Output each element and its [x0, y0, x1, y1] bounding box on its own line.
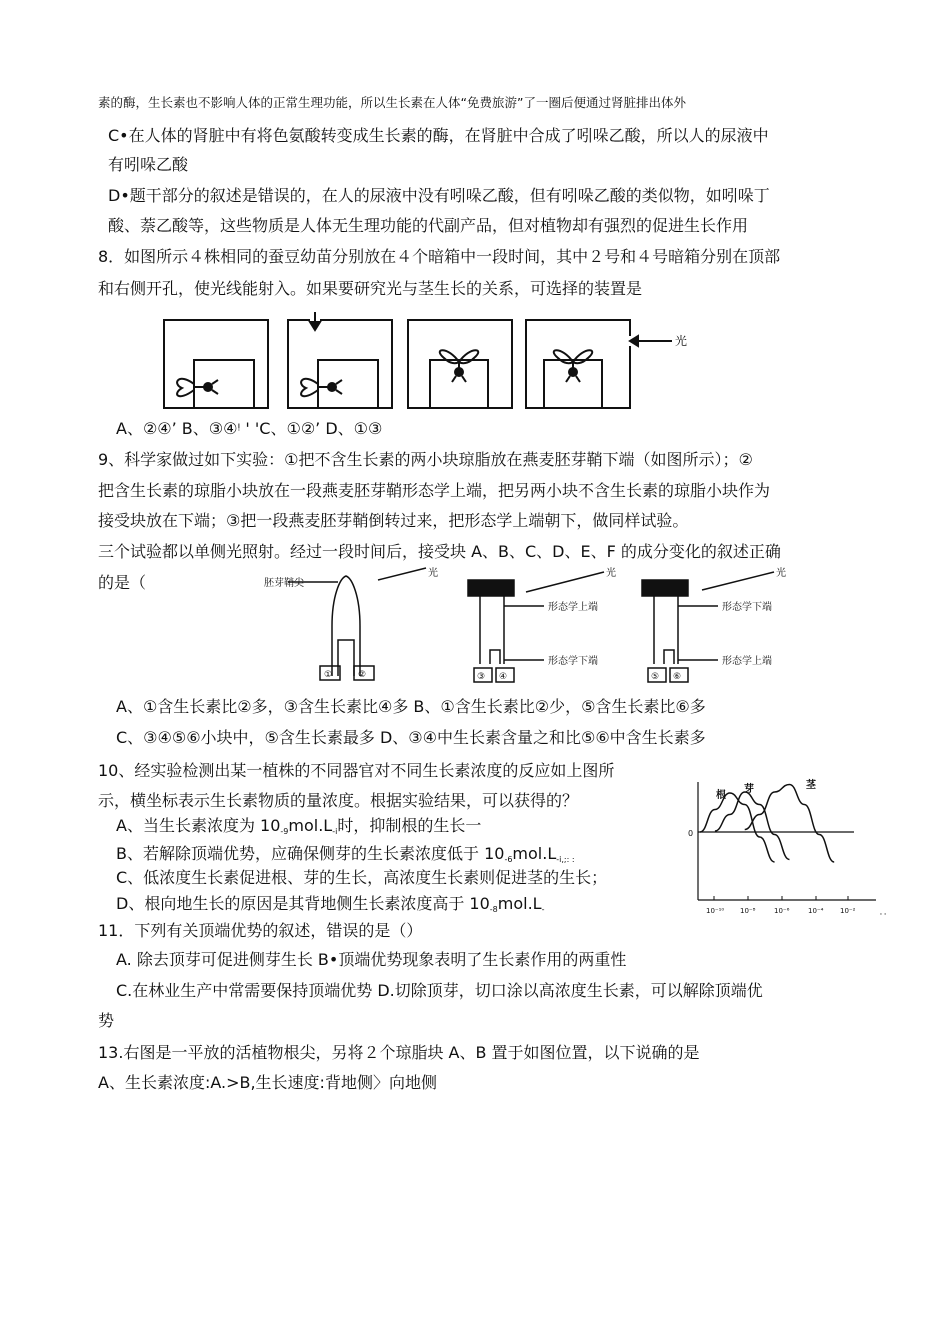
seedling-upright-icon: [440, 350, 479, 382]
block-label: ⑤: [651, 672, 660, 682]
x-tick-label: 10⁻⁶: [774, 907, 790, 915]
q9-options-ab: A、①含生长素比②多，③含生长素比④多 B、①含生长素比②少，⑤含生长素比⑥多: [116, 697, 706, 716]
light-label: 光: [606, 568, 616, 579]
light-label: 光: [428, 568, 438, 579]
q7-option-d-line1: D•题干部分的叙述是错误的，在人的尿液中没有吲哚乙酸，但有吲哚乙酸的类似物，如吲哚丁: [108, 186, 770, 205]
light-label: 光: [675, 334, 688, 348]
upper-end-label: 形态学上端: [548, 602, 598, 613]
light-label: 光: [776, 568, 786, 579]
light-arrow-icon: [630, 336, 672, 346]
x-tick-label: 10⁻⁸: [740, 907, 756, 915]
series-curve-芽: [715, 792, 790, 860]
q11-options-ab: A. 除去顶芽可促进侧芽生长 B•顶端优势现象表明了生长素作用的两重性: [116, 950, 627, 969]
block-label: ④: [499, 672, 508, 682]
q9-stem-line3: 接受块放在下端；③把一段燕麦胚芽鞘倒转过来，把形态学上端朝下，做同样试验。: [98, 511, 689, 530]
x-tick-label: 10⁻¹⁰: [706, 907, 725, 915]
q13-stem: 13.右图是一平放的活植物根尖，另将２个琼脂块 A、B 置于如图位置，以下说确的是: [98, 1043, 700, 1062]
block-label: ①: [324, 670, 333, 680]
q10-option-d: D、根向地生长的原因是其背地侧生长素浓度高于 $10_{-8}mol.L_-$: [116, 894, 545, 914]
stem-curve-label: 茎: [806, 780, 816, 791]
series-curve-茎: [745, 785, 834, 863]
q7-option-c-line1: C•在人体的肾脏中有将色氨酸转变成生长素的酶，在肾脏中合成了吲哚乙酸，所以人的尿液中: [108, 126, 769, 145]
q9-options-cd: C、③④⑤⑥小块中，⑤含生长素最多 D、③④中生长素含量之和比⑤⑥中含生长素多: [116, 728, 706, 747]
zero-label: 0: [688, 829, 694, 838]
q8-stem-line2: 和右侧开孔，使光线能射入。如果要研究光与茎生长的关系，可选择的装置是: [98, 279, 643, 298]
x-tick-label: 10⁻²: [840, 907, 856, 915]
q9-stem-line1: 9、科学家做过如下实验：①把不含生长素的两小块琼脂放在燕麦胚芽鞘下端（如图所示）；②: [98, 450, 753, 469]
x-tick-label: 10⁻⁴: [808, 907, 824, 915]
agar-block-with-auxin: [642, 580, 688, 596]
seedling-sideways-icon: [301, 379, 342, 396]
seedling-upright-icon: [554, 350, 593, 382]
q8-options: A、②④’ B、③④ᵎ ' 'C、①②’ D、①③: [116, 419, 383, 438]
bud-curve-label: 芽: [744, 784, 754, 795]
lower-end-label: 形态学下端: [722, 602, 772, 613]
q7-option-d-line2: 酸、萘乙酸等，这些物质是人体无生理功能的代副产品，但对植物却有强烈的促进生长作用: [108, 216, 749, 235]
block-label: ⑥: [673, 672, 682, 682]
q13-option-a: A、生长素浓度:A.>B,生长速度:背地侧〉向地侧: [98, 1073, 437, 1092]
q10-stem-line2: 示，横坐标表示生长素物质的量浓度。根据实验结果，可以获得的？: [98, 791, 579, 810]
q10-option-b: B、若解除顶端优势，应确保侧芽的生长素浓度低于 $10_{-6}mol.L_{-i,;: :}$: [116, 844, 575, 864]
dark-box-2: [288, 320, 392, 408]
q9-coleoptile-figure: [258, 566, 818, 690]
q9-stem-line4: 三个试验都以单侧光照射。经过一段时间后，接受块 A、B、C、D、E、F 的成分变化的叙述正确: [98, 542, 781, 561]
q10-option-a: A、当生长素浓度为 $10_{-9}mol.L_{-i}$时，抑制根的生长一: [116, 816, 482, 836]
auxin-response-chart: [686, 772, 896, 922]
q10-stem-line1: 10、经实验检测出某一植株的不同器官对不同生长素浓度的反应如上图所: [98, 761, 615, 780]
q11-options-cd: C.在林业生产中常需要保持顶端优势 D.切除顶芽，切口涂以高浓度生长素，可以解除顶端优: [116, 981, 763, 1000]
dark-box-1: [164, 320, 268, 408]
q7-intro-line: 素的酶，生长素也不影响人体的正常生理功能，所以生长素在人体“免费旅游”了一圈后便通过肾脏排出体外: [98, 95, 686, 110]
upper-end-label: 形态学上端: [722, 656, 772, 667]
block-label: ③: [477, 672, 486, 682]
q9-stem-line2: 把含生长素的琼脂小块放在一段燕麦胚芽鞘形态学上端，把另两小块不含生长素的琼脂小块作为: [98, 481, 771, 500]
q8-dark-box-figure: [160, 312, 700, 412]
q11-options-cd-wrap: 势: [98, 1011, 115, 1030]
lower-end-label: 形态学下端: [548, 656, 598, 667]
q7-option-c-line2: 有吲哚乙酸: [108, 155, 189, 174]
root-curve-label: 根: [716, 790, 726, 801]
agar-block-with-auxin: [468, 580, 514, 596]
q11-stem: 11．下列有关顶端优势的叙述，错误的是（）: [98, 921, 423, 940]
seedling-sideways-icon: [177, 379, 218, 396]
light-arrow-icon: [310, 312, 320, 330]
block-label: ②: [358, 670, 367, 680]
tip-label: 胚芽鞘尖: [264, 578, 304, 589]
coleoptile-tip: [332, 576, 360, 676]
q9-stem-line5: 的是（: [98, 573, 147, 592]
q8-stem-line1: 8．如图所示４株相同的蚕豆幼苗分别放在４个暗箱中一段时间，其中２号和４号暗箱分别在顶部: [98, 247, 781, 266]
q10-option-c: C、低浓度生长素促进根、芽的生长，高浓度生长素则促进茎的生长；: [116, 868, 608, 887]
corner-mark: ' ': [880, 912, 887, 920]
